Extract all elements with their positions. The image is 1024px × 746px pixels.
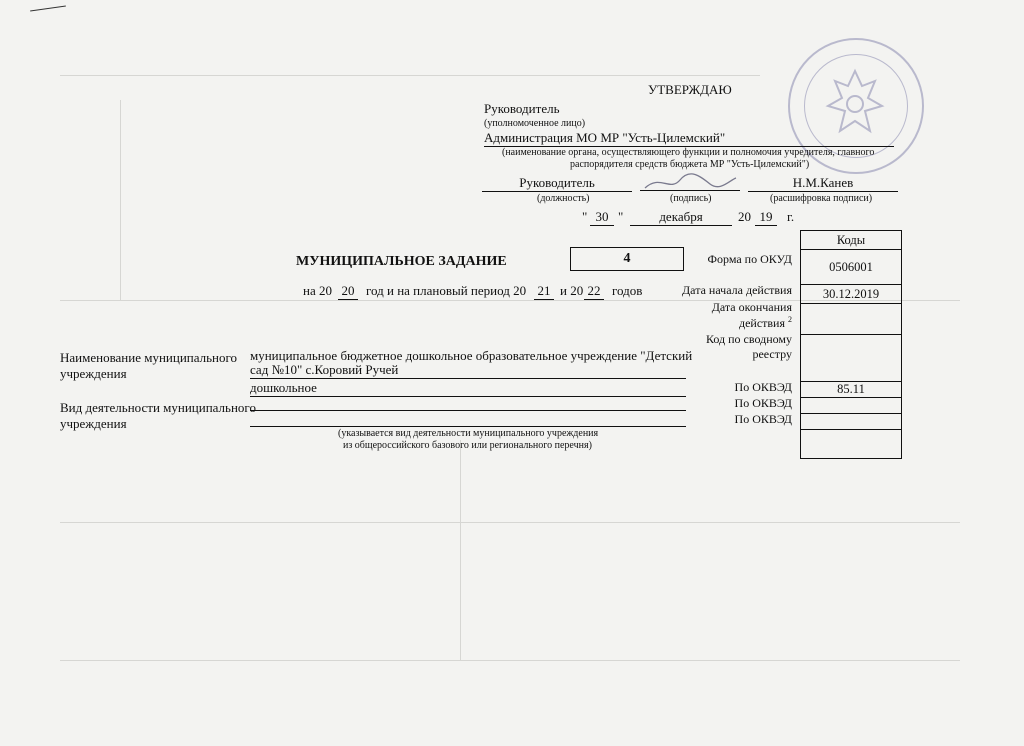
note-decode: (расшифровка подписи): [770, 193, 873, 204]
period-year-1: 20: [338, 283, 358, 300]
end-date-value: [801, 304, 901, 335]
institution-name-label-1: Наименование муниципального: [60, 350, 238, 365]
end-date-label-2: действия $^2$: [738, 315, 792, 330]
start-date-label: Дата начала действия: [682, 283, 792, 297]
institution-name-label-2: учреждения: [60, 366, 127, 381]
registry-label-2: реестру: [752, 347, 792, 361]
registry-label-1: Код по сводному: [705, 332, 792, 346]
bleed-line: [60, 660, 960, 661]
period-mid: год и на плановый период 20: [366, 283, 527, 298]
approval-title: УТВЕРЖДАЮ: [648, 82, 732, 97]
period-year-3: 22: [584, 283, 604, 300]
approval-position-note: (уполномоченное лицо): [484, 118, 586, 129]
activity-kind-value: дошкольное: [250, 380, 686, 397]
start-date-value: 30.12.2019: [801, 285, 901, 304]
bleed-line: [60, 75, 760, 76]
scan-mark: [30, 5, 66, 11]
activity-label-1: Вид деятельности муниципального: [60, 400, 256, 415]
activity-label-2: учреждения: [60, 416, 127, 431]
period-prefix: на 20: [303, 283, 332, 298]
task-number: 4: [570, 247, 684, 271]
codes-table: [800, 230, 902, 459]
codes-header: Коды: [801, 231, 901, 250]
okved-value-1: 85.11: [801, 382, 901, 398]
approval-day: 30: [590, 209, 614, 226]
okved-value-3: [801, 414, 901, 430]
note-signature: (подпись): [670, 193, 712, 204]
activity-note-2: из общероссийского базового или регионального перечня): [343, 440, 592, 451]
year-suffix: г.: [787, 209, 795, 224]
registry-value: [801, 335, 901, 382]
institution-name-line-1: муниципальное бюджетное дошкольное образовательное учреждение "Детский: [250, 348, 693, 363]
task-title: МУНИЦИПАЛЬНОЕ ЗАДАНИЕ: [296, 254, 507, 269]
approval-org-note-1: (наименование органа, осуществляющего функции и полномочия учредителя, главного: [502, 147, 875, 158]
activity-line-3: [250, 426, 686, 427]
approval-position: Руководитель: [484, 101, 560, 116]
activity-note-1: (указывается вид деятельности муниципального учреждения: [338, 428, 599, 439]
end-date-footnote: 2: [788, 315, 792, 324]
okud-label: Форма по ОКУД: [707, 252, 792, 266]
end-date-label-1: Дата окончания: [711, 300, 792, 314]
note-position: (должность): [537, 193, 590, 204]
signer-name: Н.М.Канев: [748, 175, 898, 192]
okved-label-3: По ОКВЭД: [734, 412, 792, 426]
period-suffix: годов: [612, 283, 643, 298]
period-year-2: 21: [534, 283, 554, 300]
year-prefix: 20: [738, 209, 751, 224]
approval-month: декабря: [630, 209, 732, 226]
okved-label-2: По ОКВЭД: [734, 396, 792, 410]
bleed-line: [460, 440, 461, 660]
date-close-quote: ": [618, 209, 624, 224]
approval-year: 19: [755, 209, 777, 226]
okud-value: 0506001: [801, 250, 901, 285]
period-and: и 20: [560, 283, 584, 298]
approval-organization: Администрация МО МР "Усть-Цилемский": [484, 130, 894, 147]
handwritten-signature-icon: [640, 170, 740, 194]
signer-position: Руководитель: [482, 175, 632, 192]
institution-name-line-2: сад №10" с.Коровий Ручей: [250, 362, 686, 379]
date-open-quote: ": [582, 209, 588, 224]
activity-line-2: [250, 410, 686, 411]
approval-org-note-2: распорядителя средств бюджета МР "Усть-Цилемский"): [570, 159, 810, 170]
bleed-line: [120, 100, 121, 300]
codes-extra: [801, 430, 901, 458]
bleed-line: [60, 522, 960, 523]
okved-value-2: [801, 398, 901, 414]
okved-label-1: По ОКВЭД: [734, 380, 792, 394]
